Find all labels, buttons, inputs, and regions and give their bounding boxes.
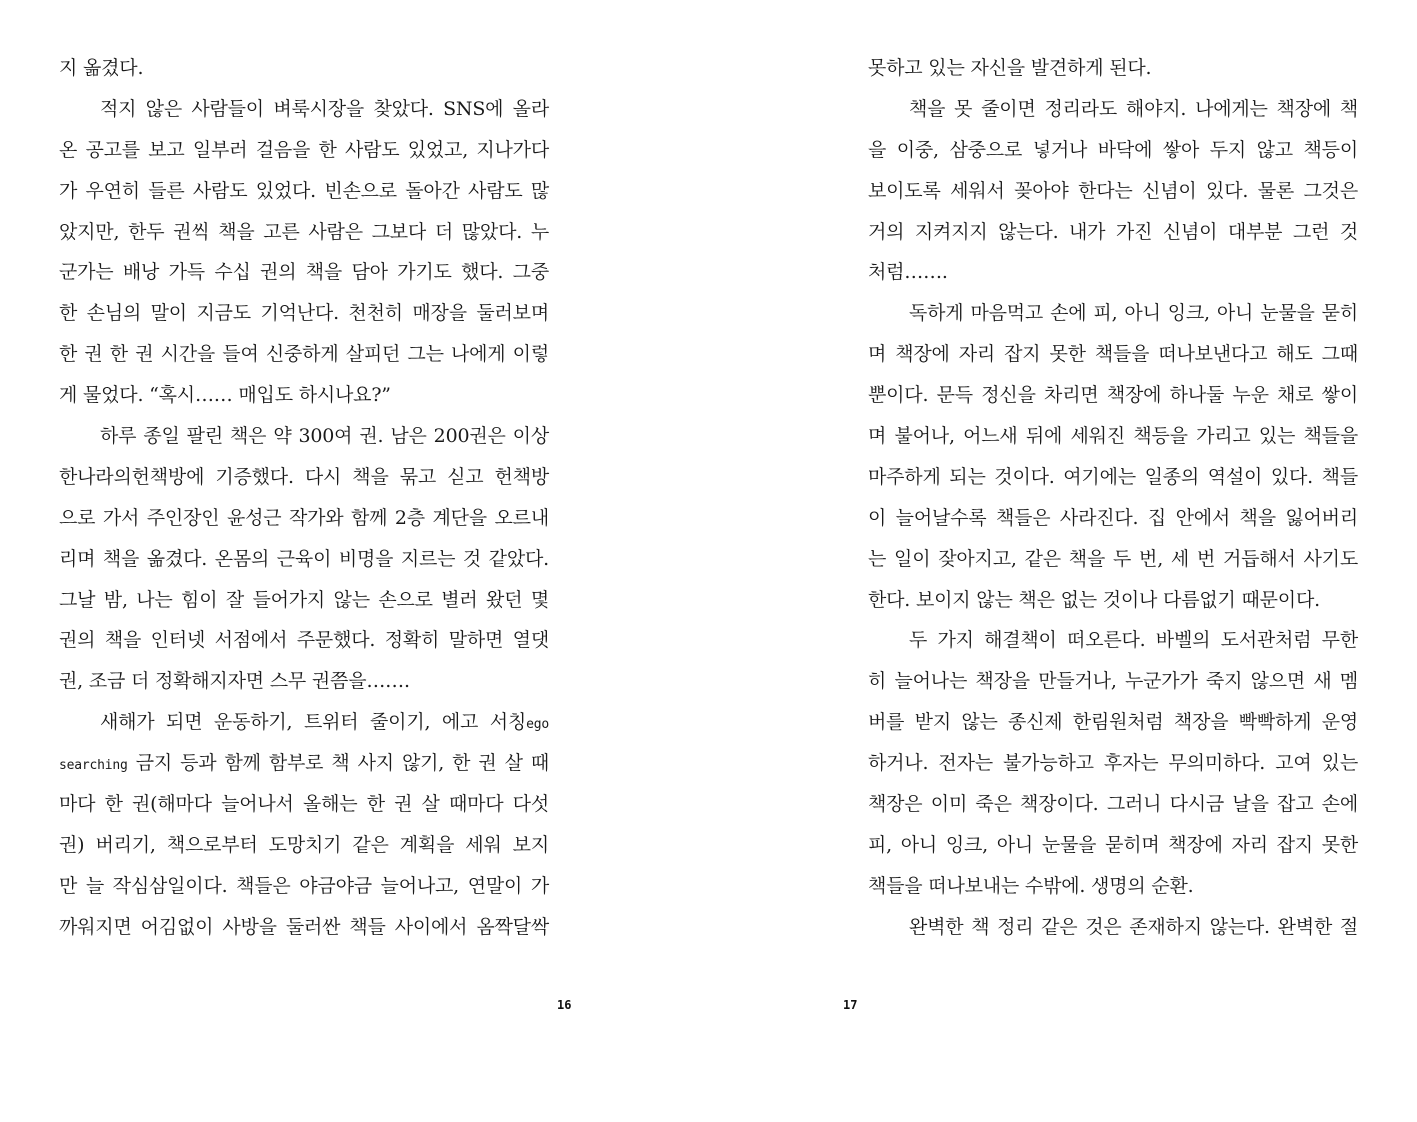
line-text: 하루 종일 팔린 책은 약 300여 권. 남은 200권은 이상 [100, 425, 549, 448]
left-page-body [59, 48, 549, 948]
text-line [868, 48, 1358, 89]
line-text: 그날 밤, 나는 힘이 잘 들어가지 않는 손으로 별러 왔던 몇 [59, 588, 549, 611]
line-text: 책들을 떠나보내는 수밖에. 생명의 순환. [868, 874, 1194, 897]
text-line [59, 334, 549, 375]
text-line [868, 702, 1358, 743]
text-line [59, 375, 549, 416]
line-text: 책을 못 줄이면 정리라도 해야지. 나에게는 책장에 책 [909, 97, 1358, 120]
line-text: 게 물었다. “혹시…… 매입도 하시나요?” [59, 384, 391, 407]
line-text: 새해가 되면 운동하기, 트위터 줄이기, 에고 서칭 [100, 711, 527, 734]
text-line [868, 620, 1358, 661]
text-line [868, 130, 1358, 171]
line-text: 한나라의헌책방에 기증했다. 다시 책을 묶고 싣고 헌책방 [59, 465, 549, 488]
line-text: 권, 조금 더 정확해지자면 스무 권쯤을……. [59, 670, 410, 693]
text-line [59, 620, 549, 661]
line-text: 적지 않은 사람들이 벼룩시장을 찾았다. SNS에 올라 [100, 97, 549, 120]
text-line [59, 130, 549, 171]
text-line [868, 375, 1358, 416]
text-line [59, 457, 549, 498]
line-text: 독하게 마음먹고 손에 피, 아니 잉크, 아니 눈물을 묻히 [909, 302, 1358, 325]
text-line [868, 252, 1358, 293]
line-text: 거의 지켜지지 않는다. 내가 가진 신념이 대부분 그런 것 [868, 220, 1358, 243]
gloss-text: ego [526, 717, 549, 733]
text-line [59, 743, 549, 784]
text-line [868, 580, 1358, 621]
line-text: 지 옮겼다. [59, 57, 144, 79]
text-line [868, 334, 1358, 375]
line-text: 마주하게 되는 것이다. 여기에는 일종의 역설이 있다. 책들 [868, 465, 1358, 488]
line-text: 이 늘어날수록 책들은 사라진다. 집 안에서 책을 잃어버리 [868, 506, 1358, 529]
line-text: 한 권 한 권 시간을 들여 신중하게 살피던 그는 나에게 이렇 [59, 343, 549, 366]
line-text: 처럼……. [868, 261, 948, 284]
text-line [59, 293, 549, 334]
left-page-number: 16 [557, 998, 572, 1012]
text-line [868, 89, 1358, 130]
line-text: 을 이중, 삼중으로 넣거나 바닥에 쌓아 두지 않고 책등이 [868, 138, 1358, 161]
text-line [868, 661, 1358, 702]
line-text: 못하고 있는 자신을 발견하게 된다. [868, 57, 1152, 79]
text-line [868, 539, 1358, 580]
line-text: 는 일이 잦아지고, 같은 책을 두 번, 세 번 거듭해서 사기도 [868, 547, 1358, 570]
text-line [59, 784, 549, 825]
text-line [868, 866, 1358, 907]
text-line [59, 539, 549, 580]
text-line [59, 866, 549, 907]
text-line [59, 702, 549, 743]
text-line [868, 825, 1358, 866]
line-text: 만 늘 작심삼일이다. 책들은 야금야금 늘어나고, 연말이 가 [59, 874, 549, 897]
line-text: 하거나. 전자는 불가능하고 후자는 무의미하다. 고여 있는 [868, 752, 1358, 775]
text-line [868, 416, 1358, 457]
line-text: 며 불어나, 어느새 뒤에 세워진 책등을 가리고 있는 책들을 [868, 425, 1358, 448]
line-text: 까워지면 어김없이 사방을 둘러싼 책들 사이에서 옴짝달싹 [59, 915, 549, 938]
line-text: 가 우연히 들른 사람도 있었다. 빈손으로 돌아간 사람도 많 [59, 179, 549, 202]
line-text: 보이도록 세워서 꽂아야 한다는 신념이 있다. 물론 그것은 [868, 179, 1358, 202]
line-text: 책장은 이미 죽은 책장이다. 그러니 다시금 날을 잡고 손에 [868, 793, 1358, 816]
right-page-number: 17 [843, 998, 858, 1012]
text-line [868, 784, 1358, 825]
text-line [59, 416, 549, 457]
text-line [59, 825, 549, 866]
line-text: 으로 가서 주인장인 윤성근 작가와 함께 2층 계단을 오르내 [59, 506, 549, 529]
line-text: 한다. 보이지 않는 책은 없는 것이나 다름없기 때문이다. [868, 588, 1320, 611]
text-line [59, 252, 549, 293]
text-line [868, 212, 1358, 253]
gloss-text: searching [59, 758, 128, 774]
line-text: 았지만, 한두 권씩 책을 고른 사람은 그보다 더 많았다. 누 [59, 220, 549, 243]
text-line [868, 743, 1358, 784]
line-text: 금지 등과 함께 함부로 책 사지 않기, 한 권 살 때 [135, 752, 549, 775]
line-text: 군가는 배낭 가득 수십 권의 책을 담아 가기도 했다. 그중 [59, 261, 549, 284]
text-line [59, 661, 549, 702]
line-text: 한 손님의 말이 지금도 기억난다. 천천히 매장을 둘러보며 [59, 302, 549, 325]
line-text: 피, 아니 잉크, 아니 눈물을 묻히며 책장에 자리 잡지 못한 [868, 833, 1358, 856]
line-text: 완벽한 책 정리 같은 것은 존재하지 않는다. 완벽한 절 [909, 915, 1358, 938]
line-text: 두 가지 해결책이 떠오른다. 바벨의 도서관처럼 무한 [909, 629, 1358, 652]
text-line [59, 89, 549, 130]
text-line [59, 48, 549, 89]
text-line [868, 498, 1358, 539]
text-line [868, 293, 1358, 334]
line-text: 버를 받지 않는 종신제 한림원처럼 책장을 빡빡하게 운영 [868, 711, 1358, 734]
line-text: 권의 책을 인터넷 서점에서 주문했다. 정확히 말하면 열댓 [59, 629, 549, 652]
text-line [868, 171, 1358, 212]
right-page-body [868, 48, 1358, 948]
line-text: 마다 한 권(해마다 늘어나서 올해는 한 권 살 때마다 다섯 [59, 793, 549, 816]
text-line [59, 171, 549, 212]
text-line [59, 498, 549, 539]
line-text: 뿐이다. 문득 정신을 차리면 책장에 하나둘 누운 채로 쌓이 [868, 384, 1358, 407]
text-line [868, 907, 1358, 948]
line-text: 온 공고를 보고 일부러 걸음을 한 사람도 있었고, 지나가다 [59, 138, 549, 161]
line-text: 며 책장에 자리 잡지 못한 책들을 떠나보낸다고 해도 그때 [868, 343, 1358, 366]
text-line [59, 212, 549, 253]
text-line [868, 457, 1358, 498]
line-text: 리며 책을 옮겼다. 온몸의 근육이 비명을 지르는 것 같았다. [59, 547, 549, 570]
text-line [59, 907, 549, 948]
text-line [59, 580, 549, 621]
line-text: 권) 버리기, 책으로부터 도망치기 같은 계획을 세워 보지 [59, 833, 549, 856]
line-text: 히 늘어나는 책장을 만들거나, 누군가가 죽지 않으면 새 멤 [868, 670, 1358, 693]
